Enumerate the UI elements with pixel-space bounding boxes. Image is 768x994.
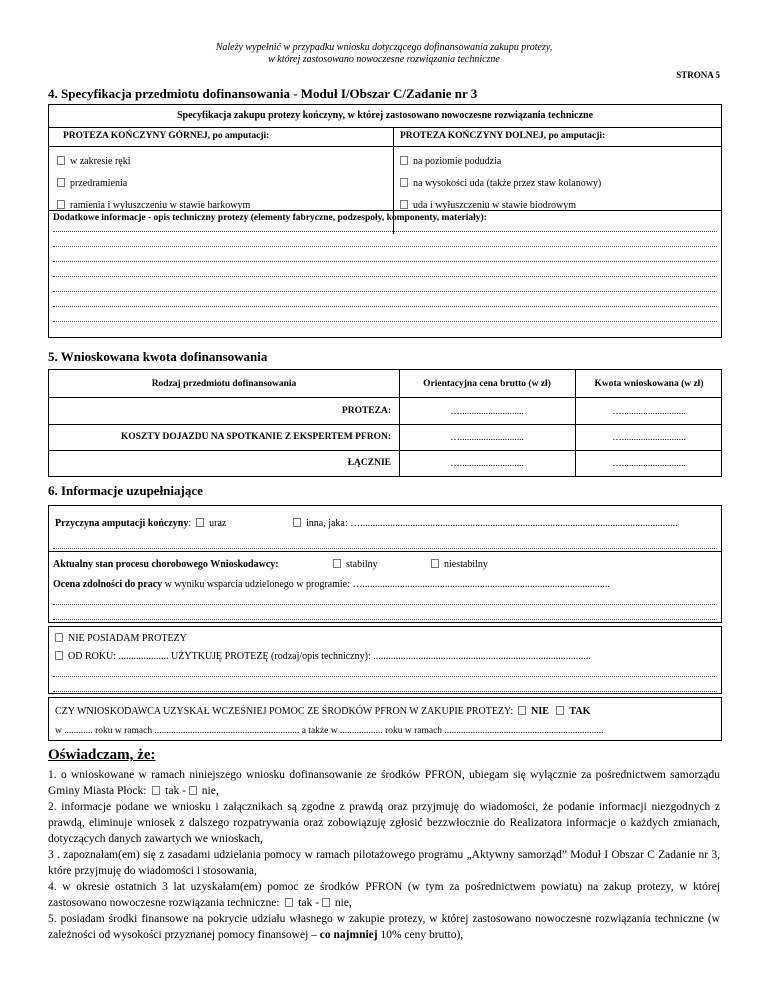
since-year-option[interactable]: OD ROKU: .................... UŻYTKUJĘ PROTEZĘ (rodzaj/opis techniczny): ....................................................................................... [55,651,591,662]
spec-table-title: Specyfikacja zakupu protezy kończyny, w której zastosowano nowoczesne rozwiązania techniczne [176,110,594,121]
col-item-type: Rodzaj przedmiotu dofinansowania [151,379,297,389]
checkbox-icon [55,633,63,642]
amputation-cause: Przyczyna amputacji kończyny: uraz [55,518,227,529]
price-total-field[interactable]: …........................... [450,459,524,469]
checkbox-icon [333,559,341,568]
state-stable[interactable]: stabilny [333,559,378,570]
prior-help-box [48,697,722,741]
disease-state: Aktualny stan procesu chorobowego Wnioskodawcy: [53,559,279,570]
amputation-cause-other[interactable]: inna, jaka: …............................................................................................................................... [293,518,678,529]
header-note-line1: Należy wypełnić w przypadku wniosku dotyczącego dofinansowania zakupu protezy, [215,42,553,53]
upper-option-forearm[interactable]: przedramienia [57,178,127,189]
row-total-label: ŁĄCZNIE [347,458,391,468]
prior-help-question: CZY WNIOSKODAWCA UZYSKAŁ WCZEŚNIEJ POMOC ZE ŚRODKÓW PFRON W ZAKUPIE PROTEZY: NIE TAK [55,706,591,717]
checkbox-icon[interactable] [196,518,204,527]
col-requested: Kwota wnioskowana (w zł) [594,379,704,389]
section5-title: 5. Wnioskowana kwota dofinansowania [48,349,268,364]
upper-option-arm[interactable]: ramienia i wyłuszczeniu w stawie barkowym [57,200,250,211]
additional-info-label: Dodatkowe informacje - opis techniczny protezy (elementy fabryczne, podzespoły, komponenty, materiały): [53,213,487,223]
section4-title: 4. Specyfikacja przedmiotu dofinansowania - Moduł I/Obszar C/Zadanie nr 3 [48,86,478,101]
checkbox-icon[interactable] [285,898,293,907]
spec-table [48,104,722,338]
prosthesis-box [48,626,722,694]
checkbox-icon [431,559,439,568]
checkbox-icon[interactable] [189,786,197,795]
header-note-line2: w której zastosowano nowoczesne rozwiązania techniczne [268,54,500,65]
checkbox-icon[interactable] [518,706,526,715]
section6-title: 6. Informacje uzupełniające [48,483,203,498]
declaration-item-1: 1. o wnioskowane w ramach niniejszego wniosku dofinansowanie ze środków PFRON, ubiegam się wyłącznie za pośrednictwem samorządu Gminy Miasta Płock: tak - nie, [48,769,720,797]
checkbox-icon[interactable] [322,898,330,907]
col-price: Orientacyjna cena brutto (w zł) [423,379,551,389]
lower-option-thigh[interactable]: na wysokości uda (także przez staw kolanowy) [400,178,601,189]
requested-prosthesis-field[interactable]: …........................... [612,407,686,417]
lower-option-shank[interactable]: na poziomie podudzia [400,156,501,167]
additional-info-field[interactable] [53,217,717,322]
lower-option-hip[interactable]: uda i wyłuszczeniu w stawie biodrowym [400,200,576,211]
checkbox-icon[interactable] [556,706,564,715]
lower-limb-header: PROTEZA KOŃCZYNY DOLNEJ, po amputacji: [400,131,606,141]
requested-total-field[interactable]: …........................... [612,459,686,469]
state-unstable[interactable]: niestabilny [431,559,488,570]
checkbox-icon [57,200,65,209]
checkbox-icon [57,178,65,187]
declaration-item-4: 4. w okresie ostatnich 3 lat uzyskałam(em) pomoc ze środków PFRON (w tym za pośrednictwem powiatu) na zakup protezy, w której zastosowano nowoczesne rozwiązania techniczne: tak - nie, [48,881,720,909]
declaration-item-5: 5. posiadam środki finansowe na pokrycie udziału własnego w zakupie protezy, w której zastosowano nowoczesne rozwiązania techniczne (w zależności od wysokości przyznanej pomocy finansowej – co najmniej 10% ceny brutto), [48,913,720,941]
declaration-title: Oświadczam, że: [48,747,156,763]
upper-limb-header: PROTEZA KOŃCZYNY GÓRNEJ, po amputacji: [63,131,270,141]
work-capacity-lines[interactable] [53,590,717,620]
checkbox-icon [400,178,408,187]
upper-option-hand[interactable]: w zakresie ręki [57,156,131,167]
checkbox-icon [400,200,408,209]
declaration-item-3: 3 . zapoznałam(em) się z zasadami udzielania pomocy w ramach pilotażowego programu „Aktywny samorząd” Moduł I Obszar C Zadanie nr 3, które przyjmuję do wiadomości i stosowania, [48,849,720,877]
declaration-text [48,767,720,943]
declaration-item-2: 2. informacje podane we wniosku i załącznikach są zgodne z prawdą oraz przyjmuję do wiadomości, że podanie informacji niezgodnych z prawdą, eliminuje wniosek z dalszego rozpatrywania oraz zobowiązuję zgłosić bezzwłocznie do Realizatora informacje o każdych zmianach, dotyczących danych zawartych we wnioskach, [48,801,720,845]
checkbox-icon[interactable] [152,786,160,795]
checkbox-icon [57,156,65,165]
amputation-cause-line[interactable] [53,534,717,549]
prior-help-years[interactable]: w ............ roku w ramach ............................................................. a także w .................. roku w ramach ................................................................... [55,726,604,736]
page-number: STRONA 5 [676,70,720,80]
row-travel-label: KOSZTY DOJAZDU NA SPOTKANIE Z EKSPERTEM PFRON: [120,432,391,442]
checkbox-icon [55,651,63,660]
row-prosthesis-label: PROTEZA: [341,406,391,416]
prosthesis-description-lines[interactable] [53,662,717,692]
work-capacity[interactable]: Ocena zdolności do pracy w wyniku wsparcia udzielonego w programie: …................................................................................................... [53,579,610,590]
requested-travel-field[interactable]: …........................... [612,433,686,443]
checkbox-icon [400,156,408,165]
no-prosthesis-option[interactable]: NIE POSIADAM PROTEZY [55,633,187,644]
info-box [48,505,722,623]
price-prosthesis-field[interactable]: …........................... [450,407,524,417]
price-travel-field[interactable]: …........................... [450,433,524,443]
amount-table [48,369,722,477]
checkbox-icon [293,518,301,527]
